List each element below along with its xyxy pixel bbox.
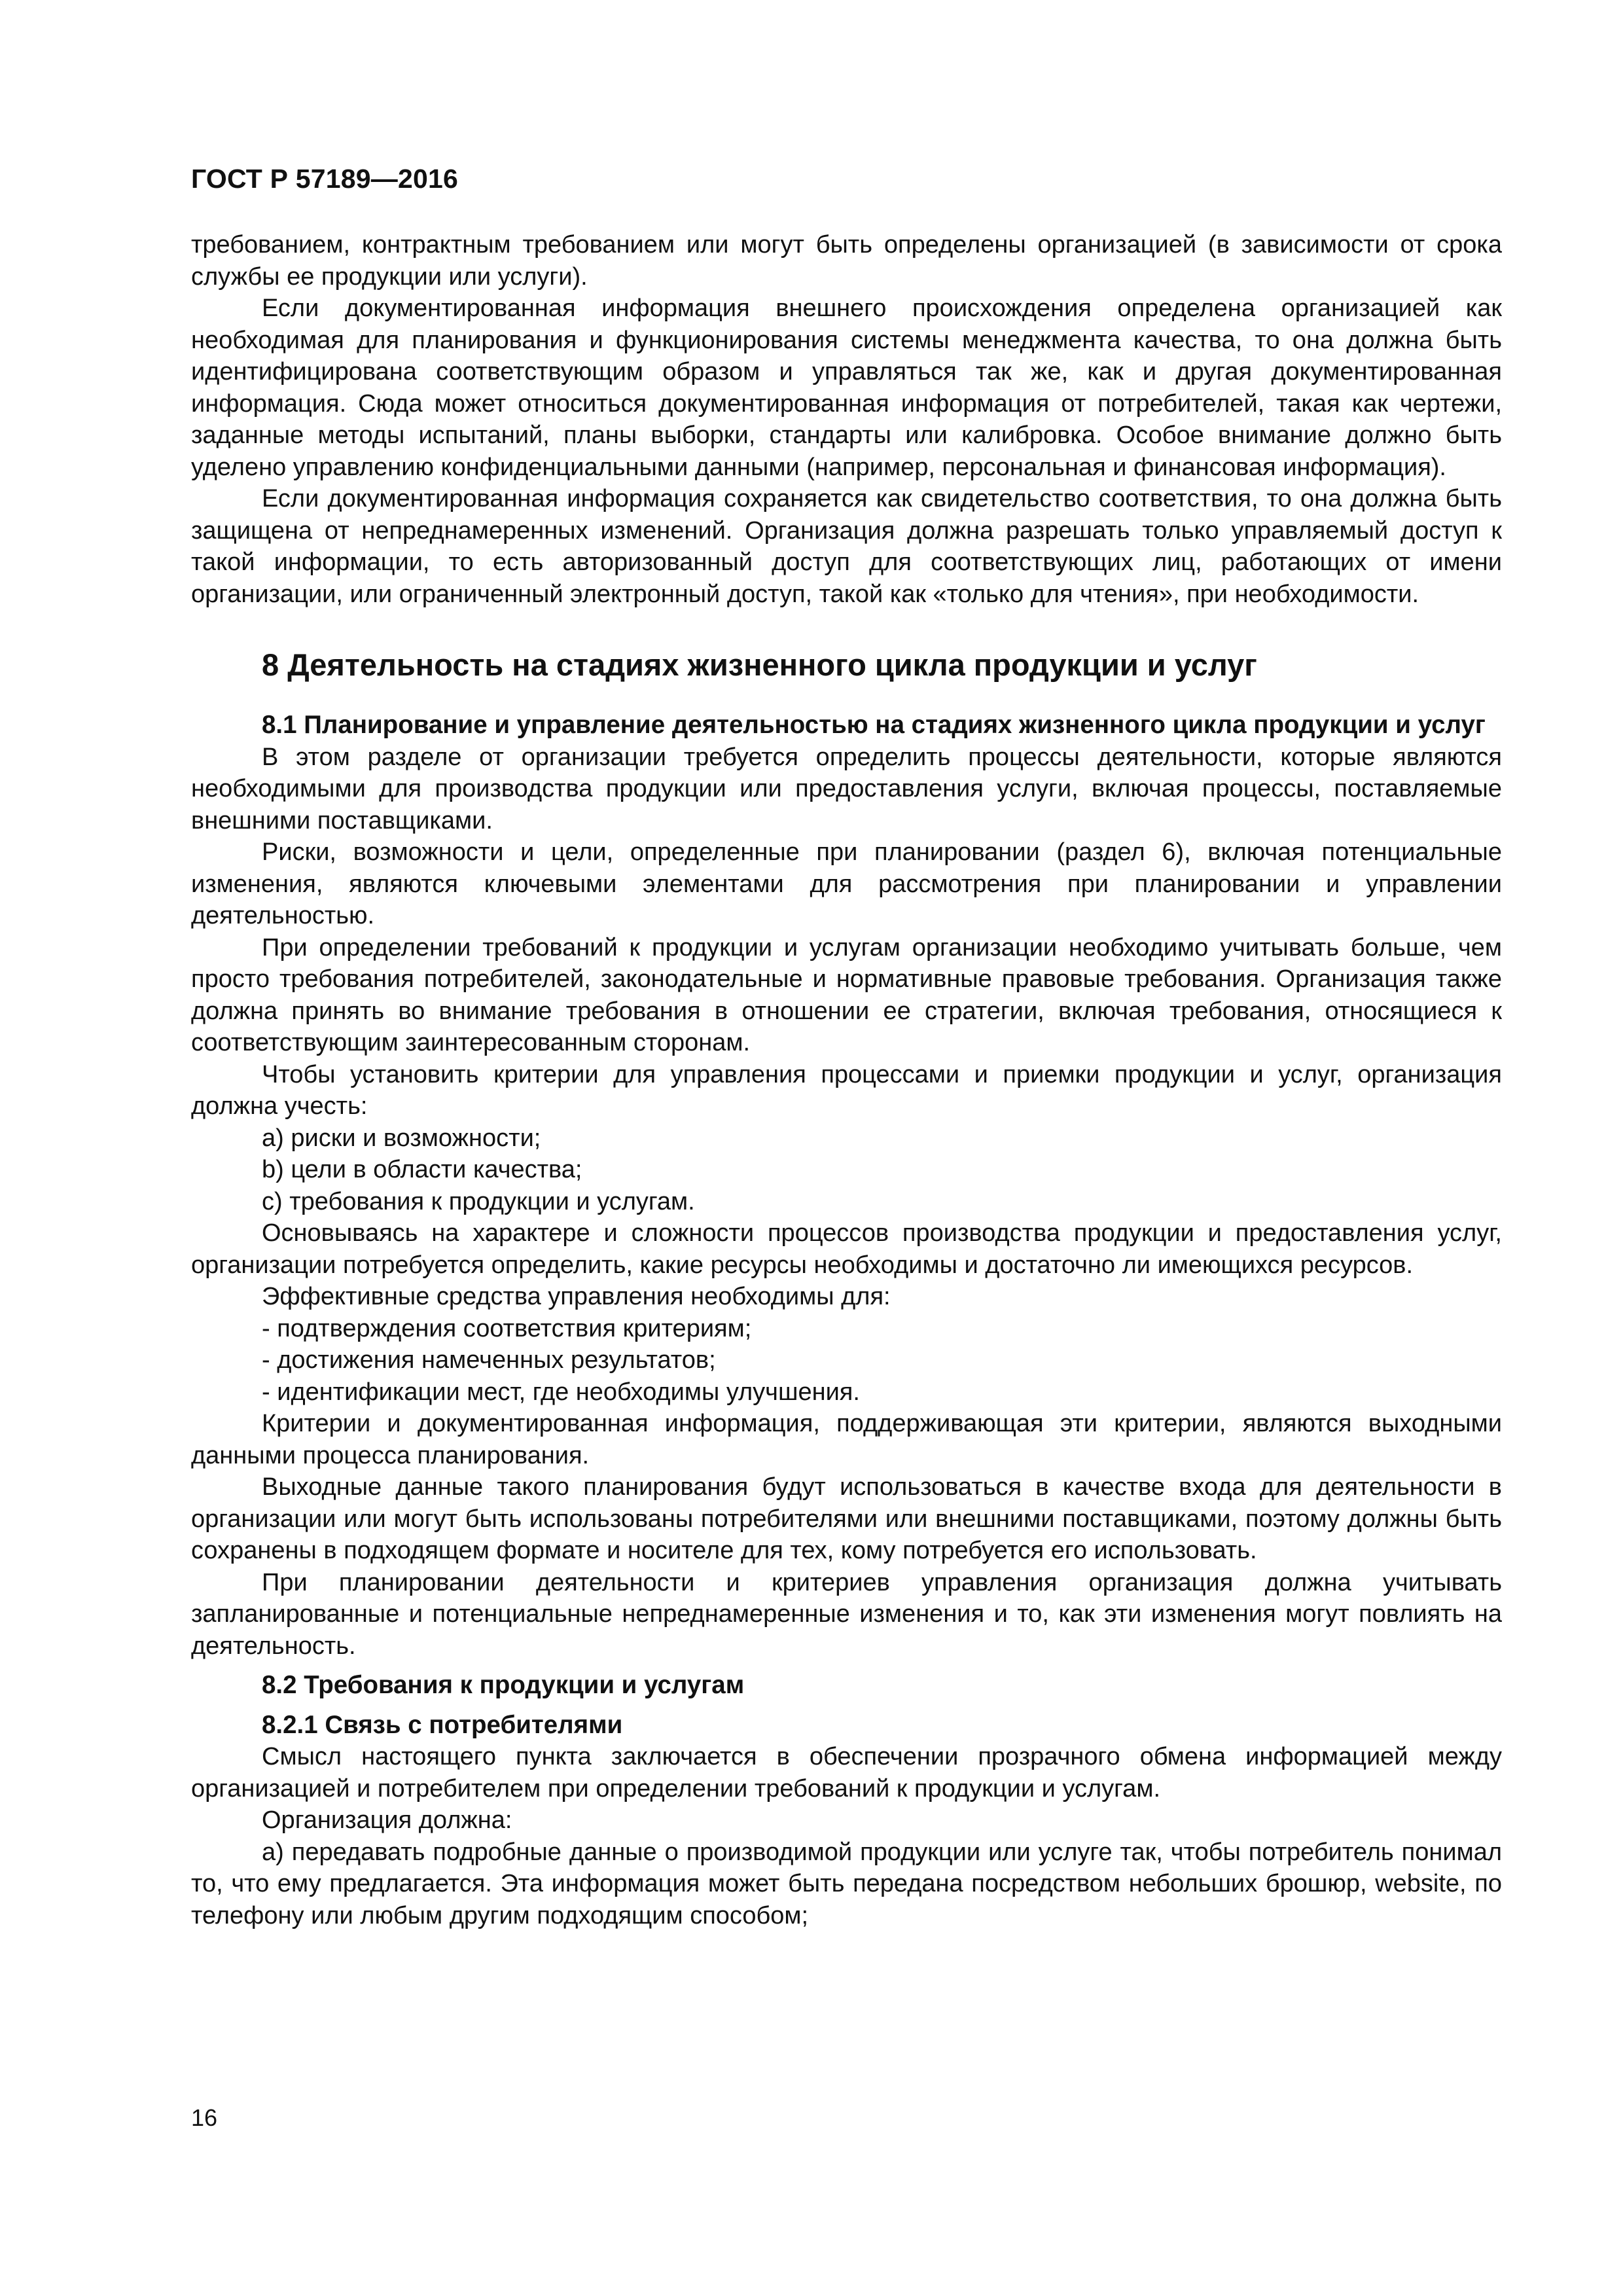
dash-item-3: - идентификации мест, где необходимы улучшения. bbox=[262, 1378, 860, 1406]
dash-item-1: - подтверждения соответствия критериям; bbox=[262, 1314, 752, 1342]
paragraph-continuation: требованием, контрактным требованием или могут быть определены организацией (в зависимости от срока службы ее продукции или услуги). bbox=[191, 231, 1502, 291]
paragraph-8-1-4: Чтобы установить критерии для управления процессами и приемки продукции и услуг, организация должна учесть: bbox=[191, 1060, 1502, 1120]
section-8-2-heading: 8.2 Требования к продукции и услугам bbox=[262, 1671, 745, 1699]
list-item-a: a) риски и возможности; bbox=[262, 1124, 541, 1152]
list-item-c: c) требования к продукции и услугам. bbox=[262, 1187, 695, 1215]
section-8-heading: 8 Деятельность на стадиях жизненного цикла продукции и услуг bbox=[262, 647, 1257, 682]
section-8-1-heading: 8.1 Планирование и управление деятельностью на стадиях жизненного цикла продукции и услуг bbox=[262, 711, 1486, 739]
document-body bbox=[191, 229, 1502, 1931]
paragraph-evidence-protection: Если документированная информация сохраняется как свидетельство соответствия, то она должна быть защищена от непреднамеренных изменений. Организация должна разрешать только управляемый доступ к такой информации, то есть авторизованный доступ для соответствующих лиц, работающих от имени организации, или ограниченный электронный доступ, такой как «только для чтения», при необходимости. bbox=[191, 485, 1502, 608]
paragraph-8-1-5: Основываясь на характере и сложности процессов производства продукции и предоставления услуг, организации потребуется определить, какие ресурсы необходимы и достаточно ли имеющихся ресурсов. bbox=[191, 1219, 1502, 1279]
paragraph-8-1-6: Эффективные средства управления необходимы для: bbox=[262, 1283, 891, 1310]
paragraph-8-2-1-item-a: a) передавать подробные данные о производимой продукции или услуге так, чтобы потребитель понимал то, что ему предлагается. Эта информация может быть передана посредством небольших брошюр, website, по телефону или любым другим подходящим способом; bbox=[191, 1838, 1502, 1929]
paragraph-8-2-1-2: Организация должна: bbox=[262, 1806, 512, 1834]
paragraph-8-2-1-1: Смысл настоящего пункта заключается в обеспечении прозрачного обмена информацией между организацией и потребителем при определении требований к продукции и услугам. bbox=[191, 1743, 1502, 1803]
paragraph-8-1-9: При планировании деятельности и критериев управления организация должна учитывать запланированные и потенциальные непреднамеренные изменения и то, как эти изменения могут повлиять на деятельность. bbox=[191, 1568, 1502, 1660]
paragraph-8-1-8: Выходные данные такого планирования будут использоваться в качестве входа для деятельности в организации или могут быть использованы потребителями или внешними поставщиками, поэтому должны быть сохранены в подходящем формате и носителе для тех, кому потребуется его использовать. bbox=[191, 1473, 1502, 1564]
dash-item-2: - достижения намеченных результатов; bbox=[262, 1346, 716, 1374]
paragraph-8-1-1: В этом разделе от организации требуется определить процессы деятельности, которые являются необходимыми для производства продукции или предоставления услуги, включая процессы, поставляемые внешними поставщиками. bbox=[191, 743, 1502, 834]
paragraph-8-1-7: Критерии и документированная информация, поддерживающая эти критерии, являются выходными данными процесса планирования. bbox=[191, 1410, 1502, 1469]
section-8-2-1-heading: 8.2.1 Связь с потребителями bbox=[262, 1710, 623, 1739]
page-number: 16 bbox=[191, 2104, 218, 2131]
list-item-b: b) цели в области качества; bbox=[262, 1156, 582, 1183]
paragraph-external-info: Если документированная информация внешнего происхождения определена организацией как необходимая для планирования и функционирования системы менеджмента качества, то она должна быть идентифицирована соответствующим образом и управляться так же, как и другая документированная информация. Сюда может относиться документированная информация от потребителей, такая как чертежи, заданные методы испытаний, планы выборки, стандарты или калибровка. Особое внимание должно быть уделено управлению конфиденциальными данными (например, персональная и финансовая информация). bbox=[191, 295, 1502, 481]
paragraph-8-1-3: При определении требований к продукции и услугам организации необходимо учитывать больше, чем просто требования потребителей, законодательные и нормативные правовые требования. Организация также должна принять во внимание требования в отношении ее стратегии, включая требования, относящиеся к соответствующим заинтересованным сторонам. bbox=[191, 933, 1502, 1056]
standard-id-header: ГОСТ Р 57189—2016 bbox=[191, 164, 458, 194]
paragraph-8-1-2: Риски, возможности и цели, определенные при планировании (раздел 6), включая потенциальные изменения, являются ключевыми элементами для рассмотрения при планировании и управлении деятельностью. bbox=[191, 838, 1502, 929]
